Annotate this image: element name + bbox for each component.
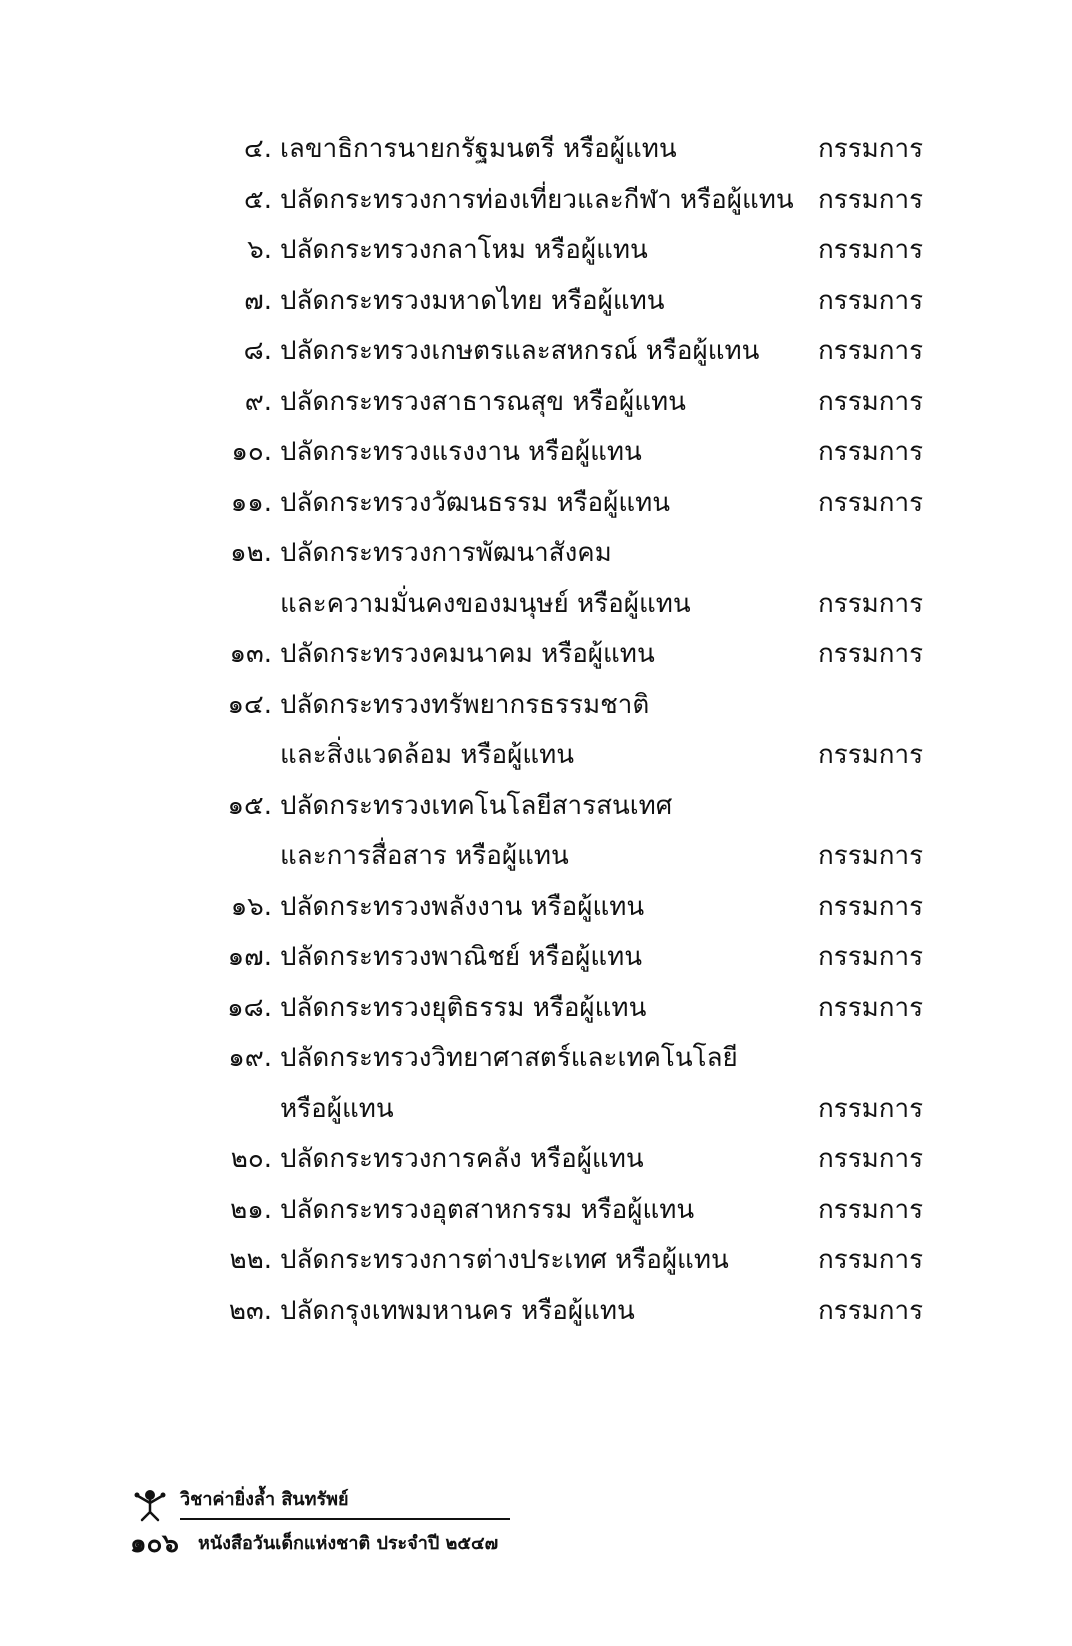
list-item [0,478,1072,528]
list-item [0,1235,1072,1285]
item-number: ๒๓. [228,1295,272,1326]
item-number: ๑๓. [229,639,272,669]
member-role: กรรมการ [818,639,924,669]
member-title: ปลัดกระทรวงทรัพยากรธรรมชาติ [280,689,650,720]
member-title: ปลัดกระทรวงเกษตรและสหกรณ์ หรือผู้แทน [280,336,760,366]
member-title: ปลัดกระทรวงมหาดไทย หรือผู้แทน [280,285,665,316]
member-role: กรรมการ [818,1194,924,1225]
list-item [0,831,1072,881]
list-item [0,781,1072,831]
item-number: ๑๐. [231,437,272,467]
member-role: กรรมการ [818,235,924,265]
list-item [0,175,1072,225]
list-item [0,1286,1072,1336]
item-number: ๑๘. [227,992,272,1023]
item-number: ๒๐. [230,1144,272,1174]
member-role: กรรมการ [818,285,924,316]
member-title: ปลัดกระทรวงสาธารณสุข หรือผู้แทน [280,386,686,417]
member-title: เลขาธิการนายกรัฐมนตรี หรือผู้แทน [280,134,677,164]
item-number: ๑๕. [227,790,272,821]
member-title: และความมั่นคงของมนุษย์ หรือผู้แทน [280,588,691,619]
member-role: กรรมการ [818,942,924,972]
list-item [0,882,1072,932]
item-number: ๒๒. [229,1245,272,1275]
item-number: ๔. [244,134,272,164]
member-title: ปลัดกระทรวงอุตสาหกรรม หรือผู้แทน [280,1194,695,1225]
list-item [0,932,1072,982]
item-number: ๑๙. [228,1043,272,1073]
member-title: ปลัดกระทรวงกลาโหม หรือผู้แทน [280,235,648,265]
member-role: กรรมการ [818,336,924,366]
item-number: ๑๗. [227,942,272,972]
member-title: ปลัดกระทรวงการท่องเที่ยวและกีฬา หรือผู้แทน [280,184,794,215]
member-role: กรรมการ [818,1295,924,1326]
member-title: ปลัดกระทรวงยุติธรรม หรือผู้แทน [280,992,647,1023]
list-item [0,124,1072,174]
member-title: ปลัดกรุงเทพมหานคร หรือผู้แทน [280,1295,635,1326]
member-title: ปลัดกระทรวงคมนาคม หรือผู้แทน [280,639,655,669]
member-title: ปลัดกระทรวงเทคโนโลยีสารสนเทศ [280,790,673,821]
member-title: ปลัดกระทรวงการพัฒนาสังคม [280,538,612,568]
page-number: ๑๐๖ [130,1529,179,1559]
item-number: ๕. [244,184,272,215]
list-item [0,1033,1072,1083]
page-footer [130,1482,510,1592]
item-number: ๒๑. [230,1194,272,1225]
list-item [0,983,1072,1033]
member-role: กรรมการ [818,891,924,922]
item-number: ๑๑. [230,487,272,518]
item-number: ๗. [244,285,272,316]
item-number: ๘. [243,336,272,366]
member-role: กรรมการ [818,184,924,215]
member-role: กรรมการ [818,437,924,467]
list-item [0,326,1072,376]
list-item [0,1134,1072,1184]
item-number: ๙. [244,386,272,417]
list-item [0,579,1072,629]
member-title: ปลัดกระทรวงวัฒนธรรม หรือผู้แทน [280,487,671,518]
member-role: กรรมการ [818,992,924,1023]
list-item [0,629,1072,679]
member-title: ปลัดกระทรวงวิทยาศาสตร์และเทคโนโลยี [280,1043,738,1073]
footer-rule [180,1518,510,1520]
item-number: ๑๔. [227,689,272,720]
member-role: กรรมการ [818,1144,924,1174]
member-title: ปลัดกระทรวงพาณิชย์ หรือผู้แทน [280,942,643,972]
member-title: และสิ่งแวดล้อม หรือผู้แทน [280,740,575,770]
list-item [0,680,1072,730]
member-role: กรรมการ [818,134,924,164]
member-title: และการสื่อสาร หรือผู้แทน [280,841,569,871]
member-title: หรือผู้แทน [280,1093,394,1124]
list-item [0,528,1072,578]
book-title: หนังสือวันเด็กแห่งชาติ ประจำปี ๒๕๔๗ [198,1533,499,1554]
series-title: วิชาค่ายิ่งล้ำ สินทรัพย์ [180,1489,349,1510]
item-number: ๑๖. [230,891,272,922]
item-number: ๖. [247,235,272,265]
list-item [0,1185,1072,1235]
member-title: ปลัดกระทรวงพลังงาน หรือผู้แทน [280,891,645,922]
list-item [0,377,1072,427]
item-number: ๑๒. [230,538,272,568]
list-item [0,1084,1072,1134]
member-role: กรรมการ [818,1093,924,1124]
child-logo-icon [130,1486,170,1522]
member-title: ปลัดกระทรวงการคลัง หรือผู้แทน [280,1144,644,1174]
member-role: กรรมการ [818,386,924,417]
list-item [0,427,1072,477]
member-role: กรรมการ [818,1245,924,1275]
list-item [0,730,1072,780]
member-role: กรรมการ [818,841,924,871]
member-role: กรรมการ [818,588,924,619]
member-role: กรรมการ [818,740,924,770]
member-title: ปลัดกระทรวงการต่างประเทศ หรือผู้แทน [280,1245,729,1275]
member-role: กรรมการ [818,487,924,518]
list-item [0,276,1072,326]
list-item [0,225,1072,275]
member-title: ปลัดกระทรวงแรงงาน หรือผู้แทน [280,437,642,467]
